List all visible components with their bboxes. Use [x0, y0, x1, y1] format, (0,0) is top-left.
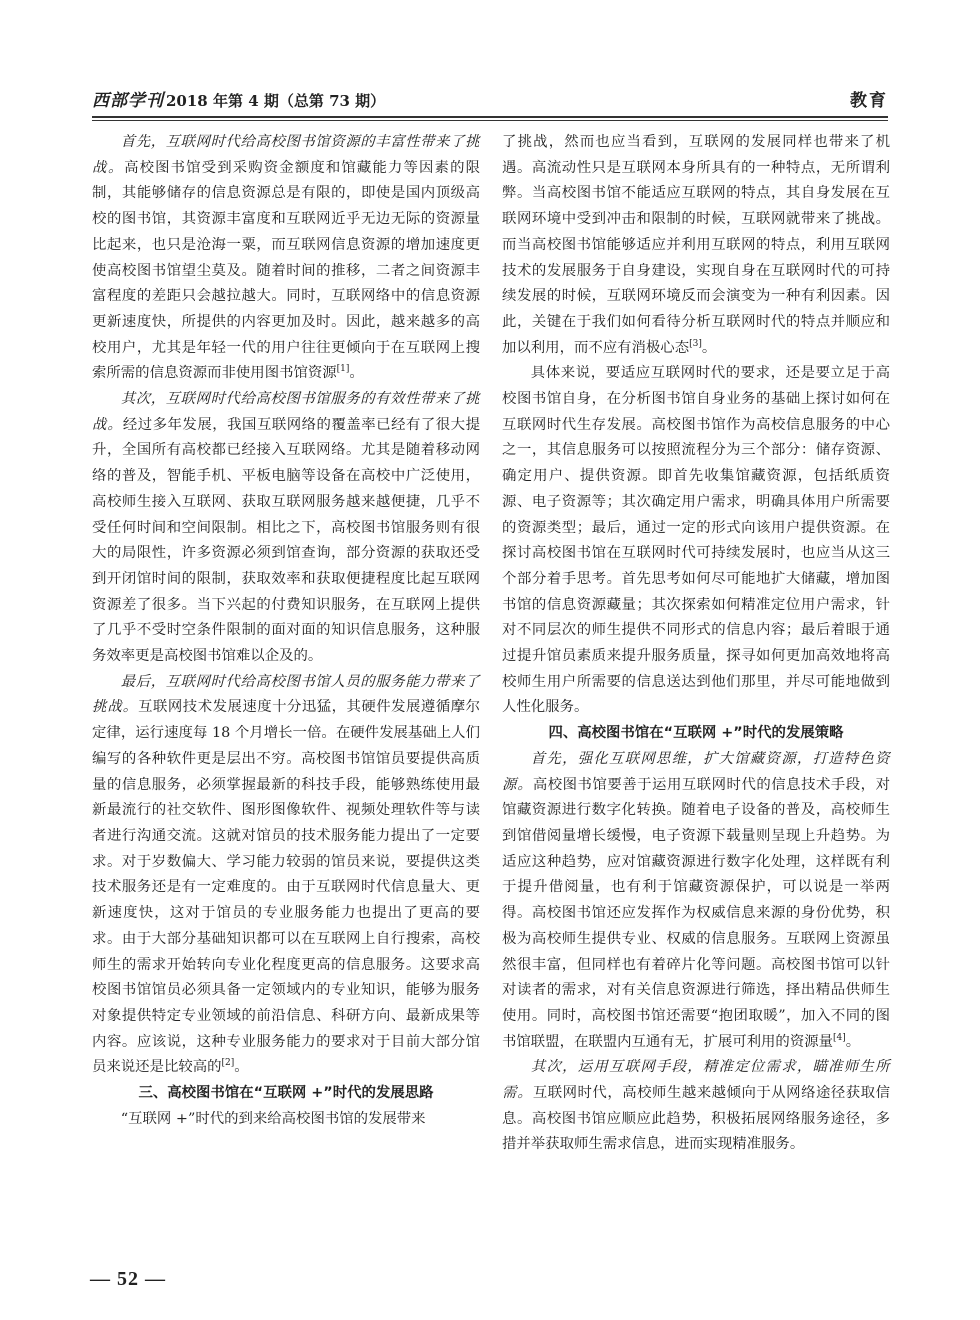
section-name: 教育: [850, 91, 888, 111]
left-column: [92, 130, 480, 1132]
citation: [4]: [833, 1032, 846, 1043]
page-header: [92, 84, 888, 118]
paragraph: 了挑战，然而也应当看到，互联网的发展同样也带来了机遇。高流动性只是互联网本身所具有的一种特点，无所谓利弊。当高校图书馆不能适应互联网的特点，其自身发展在互联网环境中受到冲击和限制的时候，互联网就带来了挑战。而当高校图书馆能够适应并利用互联网的特点，利用互联网技术的发展服务于自身建设，实现自身在互联网时代的可持续发展的时候，互联网环境反而会演变为一种有利因素。因此，关键在于我们如何看待分析互联网时代的特点并顺应和加以利用，而不应有消极心态[3]。: [502, 134, 890, 356]
journal-logo: 西部学刊: [92, 91, 164, 111]
page-number: — 52 —: [90, 1268, 166, 1290]
paragraph: 其次，运用互联网手段，精准定位需求，瞄准师生所需。互联网时代，高校师生越来越倾向于从网络途径获取信息。高校图书馆应顺应此趋势，积极拓展网络服务途径，多措并举获取师生需求信息，进而实现精准服务。: [502, 1059, 890, 1153]
citation: [2]: [221, 1058, 235, 1069]
right-column: [502, 130, 890, 1158]
citation: [3]: [689, 338, 702, 349]
paragraph: 具体来说，要适应互联网时代的要求，还是要立足于高校图书馆自身，在分析图书馆自身业务的基础上探讨如何在互联网时代生存发展。高校图书馆作为高校信息服务的中心之一，其信息服务可以按照流程分为三个部分：储存资源、确定用户、提供资源。即首先收集馆藏资源，包括纸质资源、电子资源等；其次确定用户需求，明确具体用户所需要的资源类型；最后，通过一定的形式向该用户提供资源。在探讨高校图书馆在互联网时代可持续发展时，也应当从这三个部分着手思考。首先思考如何尽可能地扩大储藏，增加图书馆的信息资源藏量；其次探索如何精准定位用户需求，针对不同层次的师生提供不同形式的信息内容；最后着眼于通过提升馆员素质来提升服务质量，探寻如何更加高效地将高校师生用户所需要的信息送达到他们那里，并尽可能地做到人性化服务。: [502, 365, 890, 716]
paragraph-lead: 其次，运用互联网手段，精准定位需求，瞄准师生所需。: [502, 1059, 890, 1102]
paragraph-lead: 首先，互联网时代给高校图书馆资源的丰富性带来了挑战。: [92, 134, 480, 176]
paragraph-lead: 其次，互联网时代给高校图书馆服务的有效性带来了挑战。: [92, 391, 480, 433]
journal-info: [92, 86, 385, 111]
section-heading: 四、高校图书馆在“互联网 +”时代的发展策略: [548, 725, 844, 742]
paragraph-lead: 最后，互联网时代给高校图书馆人员的服务能力带来了挑战。: [92, 673, 480, 716]
section-heading: 三、高校图书馆在“互联网 +”时代的发展思路: [138, 1085, 434, 1102]
paragraph-lead: 首先，强化互联网思维，扩大馆藏资源，打造特色资源。: [502, 750, 890, 793]
paragraph: 首先，强化互联网思维，扩大馆藏资源，打造特色资源。高校图书馆要善于运用互联网时代的信息技术手段，对馆藏资源进行数字化转换。随着电子设备的普及，高校师生到馆借阅量增长缓慢，电子资源下载量则呈现上升趋势。为适应这种趋势，应对馆藏资源进行数字化处理，这样既有利于提升借阅量，也有利于馆藏资源保护，可以说是一举两得。高校图书馆还应发挥作为权威信息来源的身份优势，积极为高校师生提供专业、权威的信息服务。互联网上资源虽然很丰富，但同样也有着碎片化等问题。高校图书馆可以针对读者的需求，对有关信息资源进行筛选，择出精品供师生使用。同时，高校图书馆还需要“抱团取暖”，加入不同的图书馆联盟，在联盟内互通有无，扩展可利用的资源量[4]。: [502, 750, 890, 1050]
issue-info: 2018 年第 4 期（总第 73 期）: [166, 92, 386, 110]
paragraph: “互联网 +”时代的到来给高校图书馆的发展带来: [120, 1110, 426, 1127]
paragraph: 首先，互联网时代给高校图书馆资源的丰富性带来了挑战。高校图书馆受到采购资金额度和馆藏能力等因素的限制，其能够储存的信息资源总是有限的，即使是国内顶级高校的图书馆，其资源丰富度和互联网近乎无边无际的资源量比起来，也只是沧海一粟，而互联网信息资源的增加速度更使高校图书馆望尘莫及。随着时间的推移，二者之间资源丰富程度的差距只会越拉越大。同时，互联网络中的信息资源更新速度快，所提供的内容更加及时。因此，越来越多的高校用户，尤其是年轻一代的用户往往更倾向于在互联网上搜索所需的信息资源而非使用图书馆资源[1]。: [92, 134, 480, 382]
paragraph: 其次，互联网时代给高校图书馆服务的有效性带来了挑战。经过多年发展，我国互联网络的覆盖率已经有了很大提升，全国所有高校都已经接入互联网络。尤其是随着移动网络的普及，智能手机、平板电脑等设备在高校中广泛使用，高校师生接入互联网、获取互联网服务越来越便捷，几乎不受任何时间和空间限制。相比之下，高校图书馆服务则有很大的局限性，许多资源必须到馆查询，部分资源的获取还受到开闭馆时间的限制，获取效率和获取便捷程度比起互联网资源差了很多。当下兴起的付费知识服务，在互联网上提供了几乎不受时空条件限制的面对面的知识信息服务，这种服务效率更是高校图书馆难以企及的。: [92, 391, 480, 665]
paragraph: 最后，互联网时代给高校图书馆人员的服务能力带来了挑战。互联网技术发展速度十分迅猛，其硬件发展遵循摩尔定律，运行速度每 18 个月增长一倍。在硬件发展基础上人们编写的各种软件更是层出不穷。高校图书馆馆员要提供高质量的信息服务，必须掌握最新的科技手段，能够熟练使用最新最流行的社交软件、图形图像软件、视频处理软件等与读者进行沟通交流。这就对馆员的技术服务能力提出了一定要求。对于岁数偏大、学习能力较弱的馆员来说，要提供这类技术服务还是有一定难度的。由于互联网时代信息量大、更新速度快，这对于馆员的专业服务能力也提出了更高的要求。由于大部分基础知识都可以在互联网上自行搜索，高校师生的需求开始转向专业化程度更高的信息服务。这要求高校图书馆馆员必须具备一定领域内的专业知识，能够为服务对象提供特定专业领域的前沿信息、科研方向、最新成果等内容。应该说，这种专业服务能力的要求对于目前大部分馆员来说还是比较高的[2]。: [92, 673, 480, 1076]
citation: [1]: [336, 364, 350, 375]
